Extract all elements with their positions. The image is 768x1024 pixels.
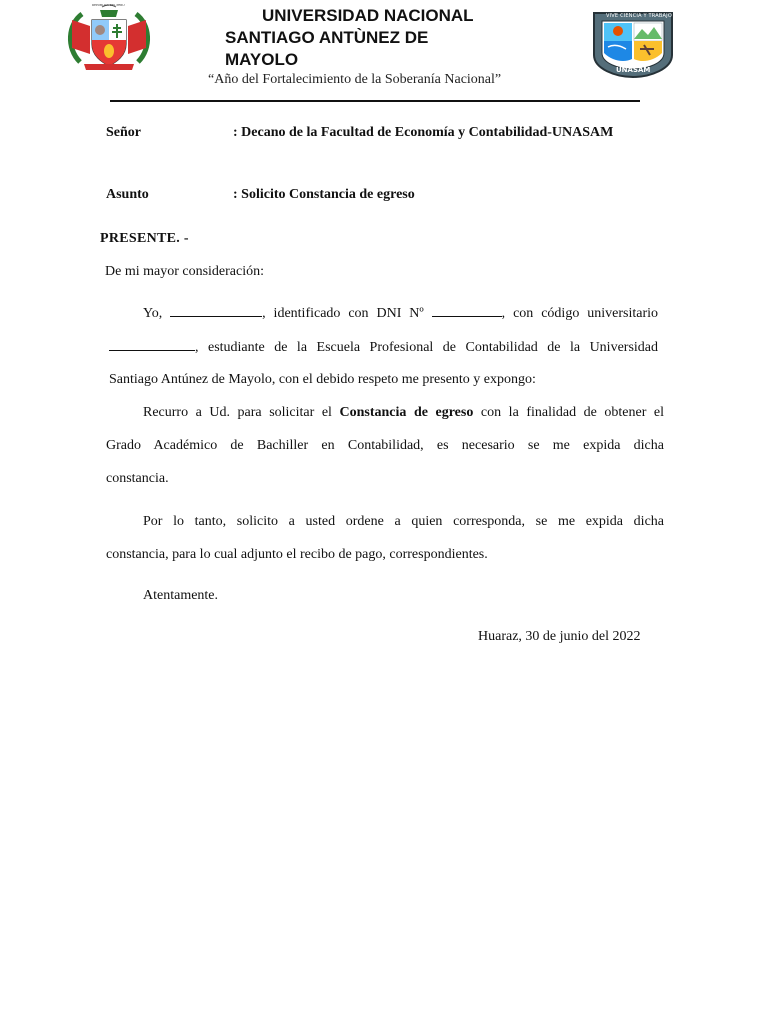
senor-value: : Decano de la Facultad de Economía y Contabilidad-UNASAM xyxy=(233,125,614,140)
codigo-blank xyxy=(109,338,195,351)
right-seal-text: UNASAM xyxy=(616,66,651,74)
name-blank xyxy=(170,304,262,317)
right-seal-arc-text: VIVE CIENCIA Y TRABAJO xyxy=(606,13,672,19)
p1-estudiante: , estudiante de la Escuela Profesional de Contabilidad de la Universidad xyxy=(195,340,658,355)
peru-coat-of-arms-seal xyxy=(62,4,156,72)
paragraph-3-line-2: constancia, para lo cual adjunto el recibo de pago, correspondientes. xyxy=(106,547,488,562)
p2-end: con la finalidad de obtener el xyxy=(480,405,665,420)
university-name-line-3: MAYOLO xyxy=(225,50,299,69)
paragraph-3-line-1: Por lo tanto, solicito a usted ordene a quien corresponda, se me expida dicha xyxy=(143,514,664,529)
date: Huaraz, 30 de junio del 2022 xyxy=(478,629,641,644)
paragraph-1-line-3: Santiago Antúnez de Mayolo, con el debido respeto me presento y expongo: xyxy=(109,372,536,387)
asunto-label: Asunto xyxy=(106,187,149,202)
senor-label: Señor xyxy=(106,125,141,140)
presente-heading: PRESENTE. - xyxy=(100,231,189,246)
p1-identificado: , identificado con DNI Nº xyxy=(262,306,424,321)
paragraph-2-line-2: Grado Académico de Bachiller en Contabilidad, es necesario se me expida dicha xyxy=(106,438,664,453)
asunto-value: : Solicito Constancia de egreso xyxy=(233,187,415,202)
paragraph-1-line-2 xyxy=(109,338,658,356)
closing: Atentamente. xyxy=(143,588,219,603)
greeting: De mi mayor consideración: xyxy=(105,264,265,279)
paragraph-2-line-3: constancia. xyxy=(106,471,169,486)
unasam-seal xyxy=(590,9,676,79)
p2-bold-constancia: Constancia de egreso xyxy=(339,405,474,420)
p1-yo: Yo, xyxy=(143,306,163,321)
paragraph-2-line-1 xyxy=(143,405,664,421)
year-motto: “Año del Fortalecimiento de la Soberanía Nacional” xyxy=(208,72,502,87)
university-name-line-2: SANTIAGO ANTÙNEZ DE xyxy=(225,28,429,47)
dni-blank xyxy=(432,304,502,317)
left-seal-text: REPUBLICA DEL PERU xyxy=(92,3,125,7)
university-name-line-1: UNIVERSIDAD NACIONAL xyxy=(262,6,474,25)
paragraph-1-line-1 xyxy=(143,304,658,322)
p2-start: Recurro a Ud. para solicitar el xyxy=(143,405,332,420)
p1-codigo: , con código universitario xyxy=(501,306,658,321)
header-divider xyxy=(110,100,640,102)
